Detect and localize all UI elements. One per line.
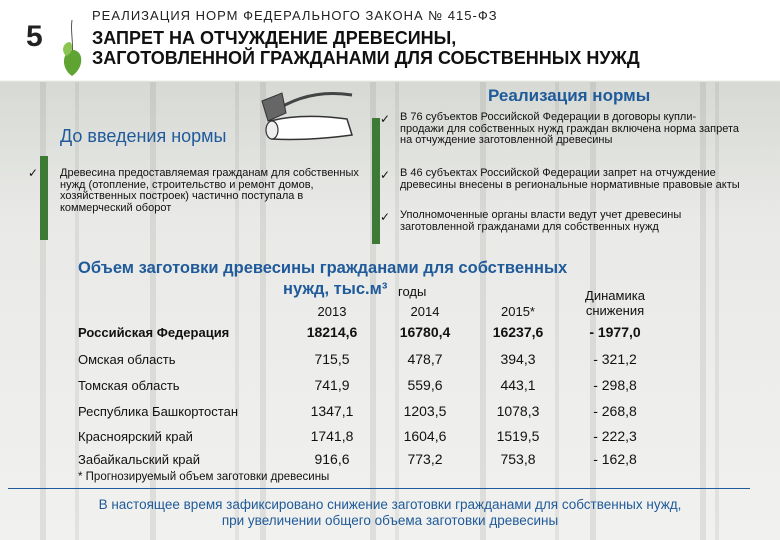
implementation-item: В 76 субъектов Российской Федерации в договоры купли-продажи для собственных нужд граждан включена норма запрета на отчуждение заготовленной древесины — [400, 111, 739, 146]
cell-2013: 1347,1 — [310, 403, 354, 419]
cell-2013: 916,6 — [314, 451, 350, 467]
cell-2014: 1604,6 — [403, 428, 447, 444]
cell-2015: 16237,6 — [492, 324, 544, 340]
row-region: Забайкальский край — [78, 452, 201, 467]
column-header-dynamics: Динамика снижения — [585, 288, 645, 318]
row-region: Республика Башкортостан — [78, 404, 238, 419]
cell-2013: 18214,6 — [306, 324, 358, 340]
table-title-line-2: нужд, тыс.м³ — [283, 280, 388, 298]
cell-2015: 394,3 — [500, 351, 536, 367]
title-line-1: ЗАПРЕТ НА ОТЧУЖДЕНИЕ ДРЕВЕСИНЫ, — [92, 28, 457, 48]
cell-dynamics: - 268,8 — [593, 403, 637, 419]
checkmark-icon: ✓ — [380, 210, 391, 224]
conclusion-line-2: при увеличении общего объема заготовки древесины — [221, 513, 559, 528]
before-heading: До введения нормы — [60, 126, 227, 146]
table-footnote: * Прогнозируемый объем заготовки древесины — [78, 471, 330, 483]
column-header-2015: 2015* — [501, 304, 535, 319]
conclusion-line-1: В настоящее время зафиксировано снижение заготовки гражданами для собственных нужд, — [98, 497, 682, 512]
left-accent-bar — [40, 156, 48, 240]
cell-2015: 443,1 — [500, 377, 536, 393]
cell-2015: 1078,3 — [496, 403, 540, 419]
column-header-2013: 2013 — [317, 304, 347, 319]
axe-log-icon — [252, 83, 362, 145]
cell-2013: 1741,8 — [310, 428, 354, 444]
years-label: годы — [398, 284, 427, 299]
cell-2015: 1519,5 — [496, 428, 540, 444]
implementation-item: Уполномоченные органы власти ведут учет древесины заготовленной гражданами для собственных нужд — [400, 209, 682, 233]
slide-number: 5 — [26, 20, 43, 53]
cell-dynamics: - 162,8 — [593, 451, 637, 467]
checkmark-icon: ✓ — [28, 166, 39, 180]
cell-2014: 16780,4 — [399, 324, 451, 340]
before-item: Древесина предоставляемая гражданам для собственных нужд (отопление, строительство и ремонт домов, хозяйственных построек) частично поступала в коммерческий оборот — [60, 167, 359, 214]
checkmark-icon: ✓ — [380, 112, 391, 126]
leaf-icon — [58, 20, 88, 84]
row-region: Томская область — [78, 378, 180, 393]
header-subtitle: РЕАЛИЗАЦИЯ НОРМ ФЕДЕРАЛЬНОГО ЗАКОНА № 415-ФЗ — [92, 8, 498, 23]
cell-2013: 741,9 — [314, 377, 350, 393]
cell-2014: 478,7 — [407, 351, 443, 367]
cell-2015: 753,8 — [500, 451, 536, 467]
checkmark-icon: ✓ — [380, 168, 391, 182]
right-accent-bar — [372, 118, 380, 244]
row-region: Российская Федерация — [78, 325, 230, 340]
page-title — [92, 28, 732, 68]
cell-2014: 559,6 — [407, 377, 443, 393]
implementation-heading: Реализация нормы — [488, 86, 651, 105]
conclusion-text — [20, 497, 760, 529]
cell-2014: 773,2 — [407, 451, 443, 467]
row-region: Омская область — [78, 352, 176, 367]
cell-dynamics: - 222,3 — [593, 428, 637, 444]
column-header-2014: 2014 — [410, 304, 440, 319]
cell-dynamics: - 298,8 — [593, 377, 637, 393]
cell-2014: 1203,5 — [403, 403, 447, 419]
table-title-line-1: Объем заготовки древесины гражданами для собственных — [78, 259, 568, 277]
cell-2013: 715,5 — [314, 351, 350, 367]
implementation-item: В 46 субъектах Российской Федерации запрет на отчуждение древесины внесены в региональные нормативные правовые акты — [400, 167, 740, 191]
title-line-2: ЗАГОТОВЛЕННОЙ ГРАЖДАНАМИ ДЛЯ СОБСТВЕННЫХ НУЖД — [92, 48, 640, 68]
cell-dynamics: - 321,2 — [593, 351, 637, 367]
row-region: Красноярский край — [78, 429, 193, 444]
cell-dynamics: - 1977,0 — [589, 324, 641, 340]
divider-line — [8, 488, 750, 489]
